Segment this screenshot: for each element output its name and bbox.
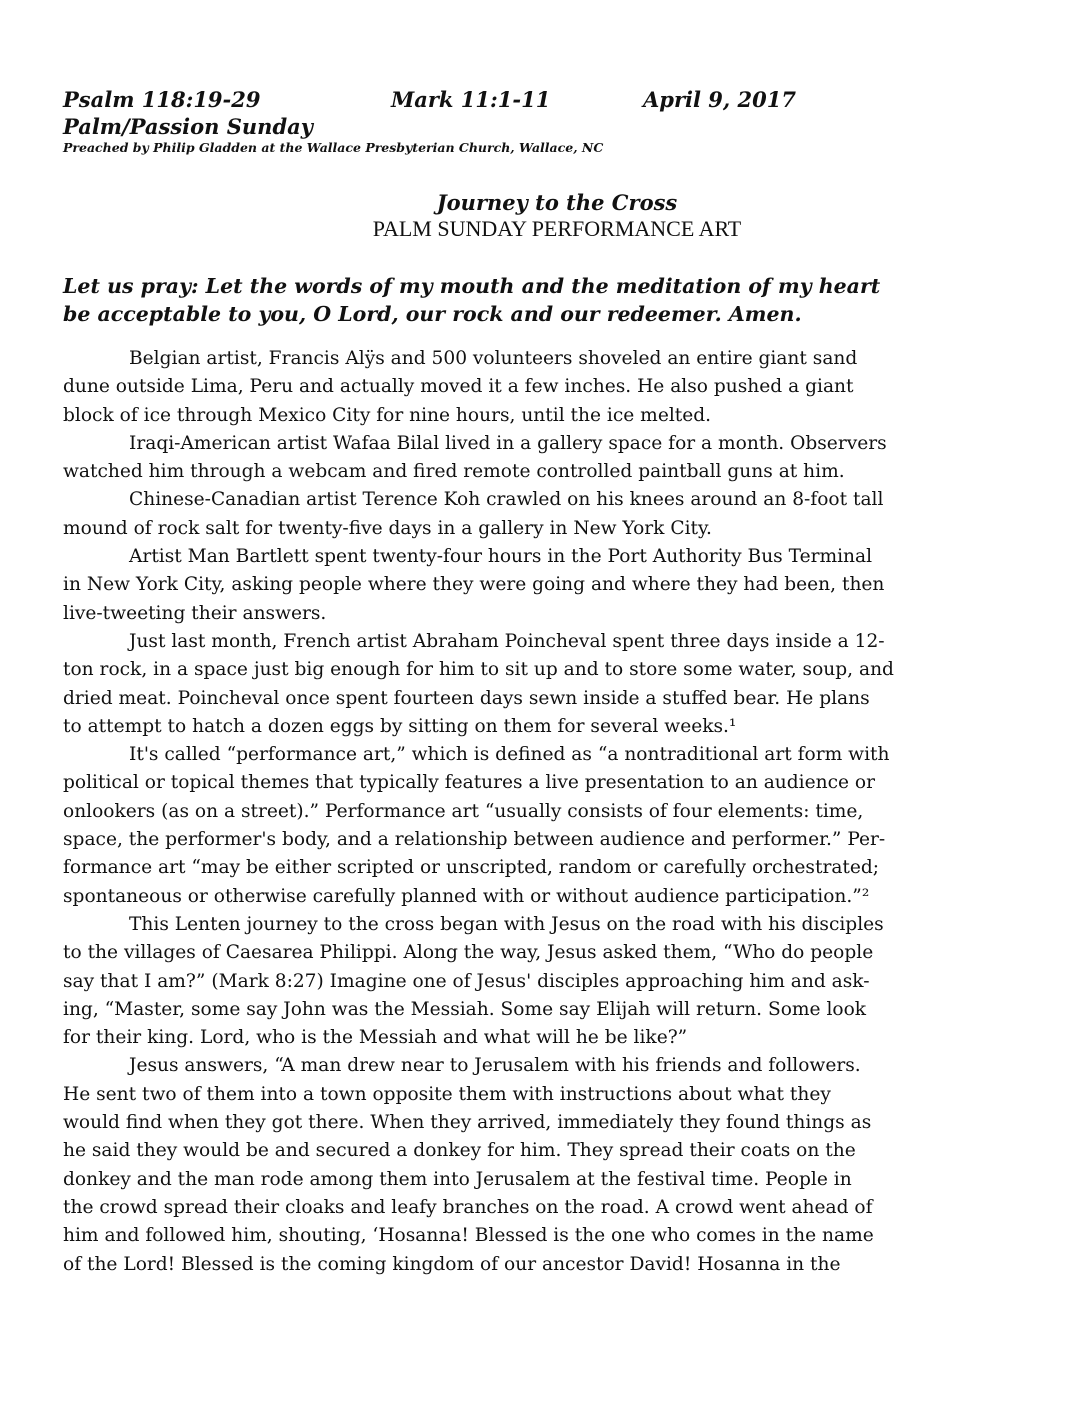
body-line: Jesus answers, “A man drew near to Jerusalem with his friends and followers. [129,1055,861,1077]
body-line: for their king. Lord, who is the Messiah and what will he be like?” [63,1027,688,1049]
body-line: formance art “may be either scripted or unscripted, random or carefully orchestrated; [63,857,880,879]
body-line: mound of rock salt for twenty-five days in a gallery in New York City. [63,517,712,539]
preacher-line: Preached by Philip Gladden at the Wallace Presbyterian Church, Wallace, NC [63,140,604,155]
sermon-title: PALM SUNDAY PERFORMANCE ART [372,216,742,241]
psalm-reference: Psalm 118:19-29 [63,87,261,112]
body-line: block of ice through Mexico City for nine hours, until the ice melted. [63,404,712,426]
body-line: him and followed him, shouting, ‘Hosanna! Blessed is the one who comes in the name [63,1225,874,1247]
body-line: watched him through a webcam and fired remote controlled paintball guns at him. [63,461,845,483]
body-line: would find when they got there. When they arrived, immediately they found things as [63,1112,872,1134]
body-line: donkey and the man rode among them into Jerusalem at the festival time. People in [63,1168,852,1190]
body-line: to the villages of Caesarea Philippi. Along the way, Jesus asked them, “Who do people [63,942,874,964]
body-line: Chinese-Canadian artist Terence Koh crawled on his knees around an 8-foot tall [129,489,884,511]
document-page [63,86,1013,1279]
sermon-body [63,345,1013,1279]
sermon-date: April 9, 2017 [643,87,796,112]
body-line: ing, “Master, some say John was the Messiah. Some say Elijah will return. Some look [63,998,867,1020]
series-title: Journey to the Cross [436,190,678,215]
title-block [63,190,1013,242]
body-line: This Lenten journey to the cross began with Jesus on the road with his disciples [129,913,884,935]
opening-prayer: Let us pray: Let the words of my mouth and the meditation of my heart be acceptable to you, O Lord, our rock and our redeemer. Amen. [63,274,881,326]
body-line: dried meat. Poincheval once spent fourteen days sewn inside a stuffed bear. He plans [63,687,870,709]
body-line: Belgian artist, Francis Alÿs and 500 volunteers shoveled an entire giant sand [129,348,858,369]
body-line: onlookers (as on a street).” Performance art “usually consists of four elements: time, [63,800,864,822]
body-line: say that I am?” (Mark 8:27) Imagine one of Jesus' disciples approaching him and ask- [63,970,870,992]
body-line: live-tweeting their answers. [63,602,327,624]
body-line: the crowd spread their cloaks and leafy branches on the road. A crowd went ahead of [63,1196,873,1218]
body-line: Iraqi-American artist Wafaa Bilal lived in a gallery space for a month. Observers [129,432,887,454]
body-line: It's called “performance art,” which is defined as “a nontraditional art form with [129,744,890,766]
body-line: spontaneous or otherwise carefully planned with or without audience participation.”² [63,885,870,907]
gospel-reference: Mark 11:1-11 [391,87,551,112]
body-line: political or topical themes that typically features a live presentation to an audience or [63,772,876,794]
body-line: in New York City, asking people where they were going and where they had been, then [63,574,885,596]
scripture-header [63,86,1013,114]
body-line: to attempt to hatch a dozen eggs by sitting on them for several weeks.¹ [63,715,737,737]
body-line: of the Lord! Blessed is the coming kingdom of our ancestor David! Hosanna in the [63,1253,841,1275]
body-line: space, the performer's body, and a relationship between audience and performer.” Per- [63,829,886,851]
body-line: Artist Man Bartlett spent twenty-four hours in the Port Authority Bus Terminal [129,546,873,568]
body-line: Just last month, French artist Abraham Poincheval spent three days inside a 12- [129,630,885,652]
body-line: He sent two of them into a town opposite them with instructions about what they [63,1083,831,1105]
occasion: Palm/Passion Sunday [63,114,313,139]
body-line: he said they would be and secured a donkey for him. They spread their coats on the [63,1140,856,1162]
body-line: dune outside Lima, Peru and actually moved it a few inches. He also pushed a giant [63,376,854,398]
body-line: ton rock, in a space just big enough for him to sit up and to store some water, soup, and [63,659,894,681]
